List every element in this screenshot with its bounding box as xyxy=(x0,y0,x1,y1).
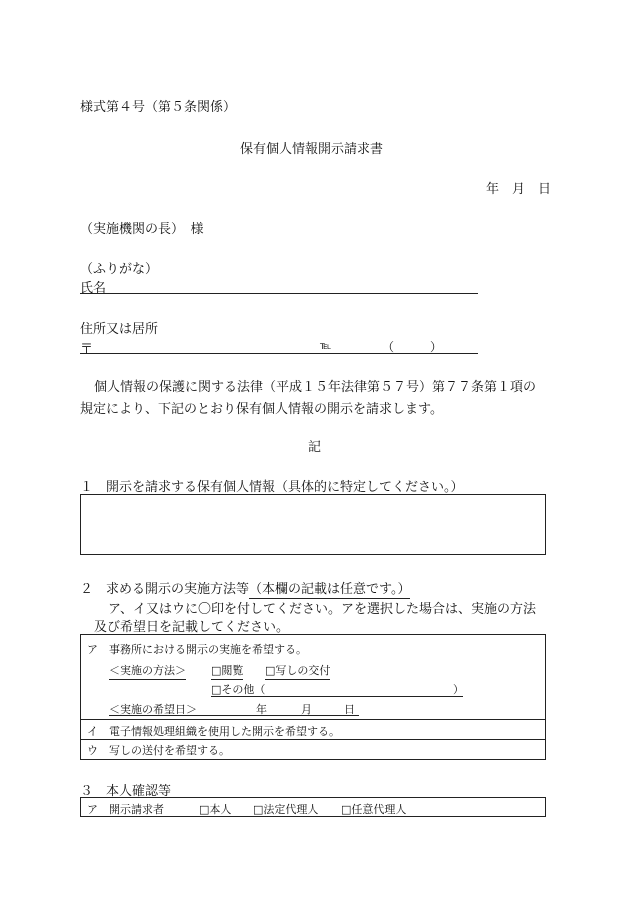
document-title: 保有個人情報開示請求書 xyxy=(240,142,384,157)
intro-line-1: 個人情報の保護に関する法律（平成１５年法律第５７号）第７７条第１項の xyxy=(94,380,537,395)
row-divider-2 xyxy=(81,739,545,740)
intro-line-2: 規定により、下記のとおり保有個人情報の開示を請求します。 xyxy=(80,402,443,417)
checkbox-view[interactable]: □閲覧 xyxy=(211,662,243,680)
desired-date-label: ＜実施の希望日＞ xyxy=(109,703,197,716)
section2-heading-text: ２ 求める開示の実施方法等 xyxy=(80,582,250,597)
checkbox-legal-agent[interactable]: □法定代理人 xyxy=(253,803,319,816)
section1-heading: １ 開示を請求する保有個人情報（具体的に特定してください。） xyxy=(80,480,464,495)
section3-heading: ３ 本人確認等 xyxy=(80,784,172,799)
option-a-office[interactable]: ア 事務所における開示の実施を希望する。 xyxy=(87,643,307,656)
row-divider-1 xyxy=(81,719,545,720)
postal-mark: 〒 xyxy=(80,342,94,357)
name-underline xyxy=(80,293,478,294)
desired-day-label: 日 xyxy=(344,703,355,716)
address-input[interactable] xyxy=(96,337,306,353)
section3-box xyxy=(80,797,546,817)
section2-optional-note: （本欄の記載は任意です。） xyxy=(249,582,411,597)
desired-year-label: 年 xyxy=(256,703,267,716)
section1-box xyxy=(80,494,546,555)
requester-type-label: ア 開示請求者 xyxy=(87,803,164,816)
option-u-mail-copy[interactable]: ウ 写しの送付を希望する。 xyxy=(87,744,230,757)
checkbox-other[interactable]: □その他（ xyxy=(211,683,266,696)
form-number: 様式第４号（第５条関係） xyxy=(80,100,237,115)
ki-mark: 記 xyxy=(308,440,322,455)
checkbox-self[interactable]: □本人 xyxy=(199,803,232,816)
other-method-input[interactable] xyxy=(267,680,447,694)
checkbox-voluntary-agent[interactable]: □任意代理人 xyxy=(341,803,407,816)
address-label: 住所又は居所 xyxy=(80,322,159,337)
option-i-electronic[interactable]: イ 電子情報処理組織を使用した開示を希望する。 xyxy=(87,725,340,738)
other-close-paren: ） xyxy=(453,683,464,696)
name-label: 氏名 xyxy=(80,281,107,296)
method-label: ＜実施の方法＞ xyxy=(109,662,186,680)
date-line: 年 月 日 xyxy=(486,182,552,197)
tel-icon: ℡ xyxy=(320,340,332,352)
desired-date-underline xyxy=(109,715,359,716)
name-input[interactable] xyxy=(112,276,472,292)
addressee: （実施機関の長） 様 xyxy=(80,222,204,237)
furigana-label: （ふりがな） xyxy=(80,262,159,277)
desired-month-label: 月 xyxy=(301,703,312,716)
section2-instruction-2: 及び希望日を記載してください。 xyxy=(94,620,290,635)
tel-input[interactable] xyxy=(338,337,378,353)
other-underline xyxy=(211,696,463,697)
address-underline xyxy=(80,353,478,354)
section2-instruction-1: ア、イ又はウに〇印を付してください。アを選択した場合は、実施の方法 xyxy=(108,602,536,617)
requested-info-textarea[interactable] xyxy=(85,499,541,550)
tel-area-paren: （ ） xyxy=(382,340,443,354)
checkbox-copy[interactable]: □写しの交付 xyxy=(265,662,330,680)
section2-box xyxy=(80,634,546,760)
section2-heading xyxy=(80,578,410,597)
